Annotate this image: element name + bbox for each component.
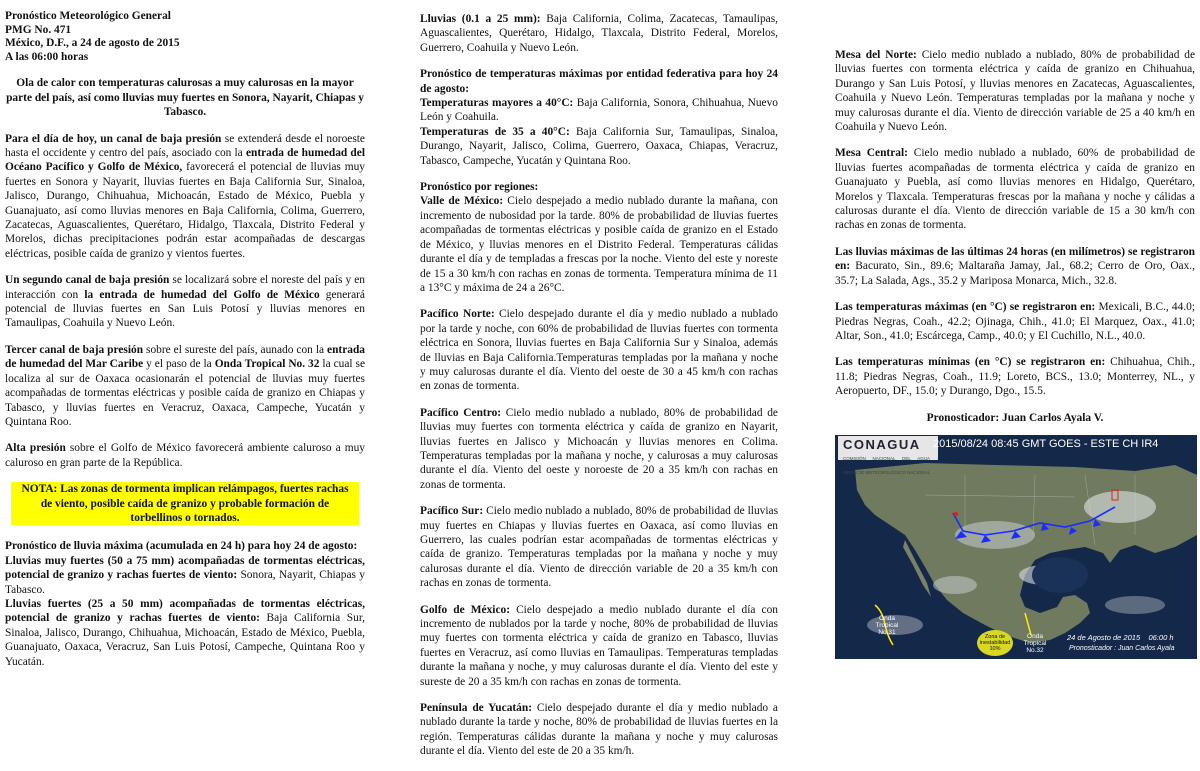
bulletin-date: México, D.F., a 24 de agosto de 2015 bbox=[5, 37, 180, 50]
logo-text: CONAGUA bbox=[843, 436, 921, 452]
logo-subtext: COMISIÓN NACIONAL DEL AGUA · SERVICIO METEOROLÓGICO NACIONAL bbox=[843, 455, 938, 476]
bulletin-time: A las 06:00 horas bbox=[5, 50, 89, 63]
instability-zone: Zona de inestabilidad 10% bbox=[977, 630, 1013, 656]
rain-strong: Lluvias fuertes (25 a 50 mm) acompañadas de tormentas eléctricas, potencial de granizo y rachas fuertes de viento: Baja California Sur, Sinaloa, Jalisco, Durango, Chihuahua, Michoacán, Estado de México, Puebla, Guanajuato, Oaxaca, Veracruz, San Luis Potosí, Campeche, Quintana Roo y Yucatán. bbox=[5, 597, 366, 668]
column-left bbox=[5, 10, 365, 681]
region-pacifico-norte: Pacífico Norte: Cielo despejado durante el día y medio nublado a nublado por la tarde y noche, con 60% de probabilidad de lluvias fuertes con tormenta eléctrica en Sonora, lluvias fuertes en Baja California Sur y Sinaloa, además de lluvias en Baja California.Temperaturas templadas por la mañana y noche y muy calurosas durante el día. Viento del oeste de 30 a 45 km/h con rachas en zonas de tormenta. bbox=[420, 308, 778, 393]
region-pacifico-sur: Pacífico Sur: Cielo medio nublado a nublado, 80% de probabilidad de lluvias muy fuertes en Chiapas y lluvias fuertes en Oaxaca, así como lluvias en Guerrero, las cuales podrían estar acompañadas de tormentas eléctricas y caída de granizo. Temperaturas templadas por la mañana y noche y muy calurosas durante el día. Viento de dirección variable de 20 a 35 km/h con rachas en zonas de tormenta. bbox=[420, 505, 779, 590]
paragraph-alta-presion: Alta presión sobre el Golfo de México favorecerá ambiente caluroso a muy caluroso en gran parte de la República. bbox=[5, 442, 365, 469]
region-yucatan-start: Península de Yucatán: Cielo despejado durante el día y medio nublado a nublado durante la tarde y noche, 80% de probabilidad de lluvias fuertes en la región. Temperaturas cálidas durante la mañana y noche y muy calurosas durante el día. Viento del este de 20 a 35 km/h. bbox=[420, 702, 778, 758]
rain-forecast-heading: Pronóstico de lluvia máxima (acumulada en 24 h) para hoy 24 de agosto: bbox=[5, 540, 358, 553]
storm-note: NOTA: Las zonas de tormenta implican relámpagos, fuertes rachas de viento, posible caída de granizo y probable formación de torbellinos o tornados. bbox=[11, 482, 359, 525]
bulletin-title: Pronóstico Meteorológico General bbox=[5, 10, 171, 22]
region-golfo: Golfo de México: Cielo despejado a medio nublado durante el día con incremento de nublados por la tarde y noche, 80% de probabilidad de lluvias muy fuertes con tormenta eléctrica y caída de granizo en Tabasco, lluvias fuertes en Veracruz, así como lluvias en Tamaulipas. Temperaturas templadas durante la mañana y noche, y muy calurosas durante el día. Viento del este y sureste de 20 a 35 km/h con rachas en zonas de tormenta. bbox=[420, 603, 778, 688]
forecaster-name: Pronosticador: Juan Carlos Ayala V. bbox=[926, 411, 1104, 424]
observed-max-temp: Las temperaturas máximas (en °C) se registraron en: Mexicali, B.C., 44.0; Piedras Negras, Coah., 42.2; Ojinaga, Chih., 41.0; El Marquez, Oax., 41.0; Altar, Son., 41.0; Escárcega, Camp., 40.0; y El Cuchillo, N.L., 40.0. bbox=[835, 301, 1195, 342]
temp-35-40: Temperaturas de 35 a 40°C: Baja California Sur, Tamaulipas, Sinaloa, Durango, Nayarit, Jalisco, Colima, Guerrero, Oaxaca, Chiapas, Veracruz, Tabasco, Campeche, Yucatán y Quintana Roo. bbox=[420, 125, 778, 167]
region-valle: Valle de México: Cielo despejado a medio nublado durante la mañana, con incremento de nubosidad por la tarde. 80% de probabilidad de lluvias fuertes acompañadas de tormentas eléctricas y posible caída de granizo en el Estado de México, y lluvias menores en el Distrito Federal. Temperaturas cálidas durante el día y de templadas a frescas por la noche. Viento del este y noreste de 15 a 30 km/h con rachas en zonas de tormenta. Temperatura mínima de 11 a 13°C y máxima de 24 a 26°C. bbox=[420, 195, 778, 294]
rain-light: Lluvias (0.1 a 25 mm): Baja California, Colima, Zacatecas, Tamaulipas, Aguascalientes, Querétaro, Hidalgo, Tlaxcala, Distrito Federal, Morelos, Guerrero, Coahuila y Nuevo León. bbox=[420, 13, 778, 54]
satellite-timestamp: 2015/08/24 08:45 GMT GOES - ESTE CH IR4 bbox=[933, 437, 1159, 450]
wave-32-label: Onda Tropical No.32 bbox=[1023, 632, 1047, 654]
max-temp-heading: Pronóstico de temperaturas máximas por entidad federativa para hoy 24 de agosto: bbox=[420, 68, 778, 95]
map-date-line: 24 de Agosto de 2015 06:00 h bbox=[1067, 632, 1174, 642]
wave-31-label: Onda Tropical No.31 bbox=[875, 614, 899, 636]
paragraph-canal-3: Tercer canal de baja presión sobre el sureste del país, aunado con la entrada de humedad del Mar Caribe y el paso de la Onda Tropical No. 32 la cual se localiza al sur de Oaxaca ocasionarán el potencial de lluvias muy fuertes acompañadas de tormentas eléctricas y posible caída de granizo en Chiapas y Tabasco, y lluvias fuertes en Veracruz, Oaxaca, Campeche, Yucatán y Quintana Roo. bbox=[5, 343, 365, 428]
region-pacifico-centro: Pacífico Centro: Cielo medio nublado a nublado, 80% de probabilidad de lluvias muy fuertes con tormenta eléctrica y caída de granizo en Nayarit, lluvias fuertes en Jalisco y Michoacán y lluvias menores en Colima. Temperaturas templadas por la mañana y noche, y calurosas a muy calurosas durante el día. Viento del oeste y noroeste de 20 a 35 km/h con rachas en zonas de tormenta. bbox=[420, 406, 778, 491]
satellite-map bbox=[835, 435, 1197, 659]
conagua-logo bbox=[838, 436, 938, 476]
paragraph-canal-2: Un segundo canal de baja presión se localizará sobre el noreste del país y en interacción con la entrada de humedad del Golfo de México generará potencial de lluvias fuertes en San Luis Potosí y lluvias menores en Tamaulipas, Coahuila y Nuevo León. bbox=[5, 274, 365, 330]
headline: Ola de calor con temperaturas calurosas a muy calurosas en la mayor parte del país, así como lluvias muy fuertes en Sonora, Nayarit, Chiapas y Tabasco. bbox=[6, 77, 364, 119]
region-mesa-central: Mesa Central: Cielo medio nublado a nublado, 60% de probabilidad de lluvias fuertes acompañadas de tormenta eléctrica y caída de granizo en Guanajuato y Puebla, así como lluvias menores en Hidalgo, Querétaro, Morelos y Tlaxcala. Temperaturas frescas por la mañana y noche y cálidas a calurosas durante el día. Viento de dirección variable de 15 a 30 km/h con rachas en zonas de tormenta. bbox=[835, 147, 1196, 232]
map-forecaster: Pronosticador : Juan Carlos Ayala bbox=[1069, 644, 1175, 652]
regions-heading: Pronóstico por regiones: bbox=[420, 181, 539, 194]
region-mesa-norte: Mesa del Norte: Cielo medio nublado a nublado, 80% de probabilidad de lluvias fuertes con tormenta eléctrica y caída de granizo en Chihuahua, Durango y San Luis Potosí, y lluvias menores en Zacatecas, Aguascalientes, Coahuila y Nuevo León. Temperaturas templadas por la mañana y noche y muy calurosas durante el día. Viento de dirección variable de 25 a 40 km/h en Coahuila y Nuevo León. bbox=[835, 49, 1195, 134]
observed-min-temp: Las temperaturas mínimas (en °C) se registraron en: Chihuahua, Chih., 11.8; Piedras Negras, Coah., 11.9; Loreto, BCS., 13.0; Monterrey, NL., y Aeropuerto, DF., 15.0; y Durango, Dgo., 15.5. bbox=[835, 356, 1195, 398]
bulletin-number: PMG No. 471 bbox=[5, 23, 72, 36]
bulletin-header bbox=[5, 10, 365, 64]
paragraph-canal-1: Para el día de hoy, un canal de baja presión se extenderá desde el noroeste hasta el occidente y centro del país, asociado con la entrada de humedad del Océano Pacífico y Golfo de México, favorecerá el potencial de lluvias muy fuertes en Sonora y Nayarit, lluvias fuertes en Baja California Sur, Sinaloa, Jalisco, Durango, Chihuahua, Michoacán, Estado de México, Puebla y Guanajuato, así como lluvias menores en Baja California, Colima, Guerrero, Zacatecas, Aguascalientes, Querétaro, Hidalgo, Tlaxcala, Distrito Federal y Morelos, dichas precipitaciones podrán estar acompañadas de descargas eléctricas, posible caída de granizo y vientos fuertes. bbox=[5, 132, 365, 260]
column-right bbox=[835, 48, 1195, 659]
column-middle bbox=[420, 12, 778, 771]
rain-very-strong: Lluvias muy fuertes (50 a 75 mm) acompañadas de tormentas eléctricas, potencial de granizo y rachas fuertes de viento: Sonora, Nayarit, Chiapas y Tabasco. bbox=[5, 554, 365, 596]
observed-rain: Las lluvias máximas de las últimas 24 horas (en milímetros) se registraron en: Bacurato, Sin., 89.6; Maltaraña Jamay, Jal., 68.2; Cerro de Oro, Oax., 35.7; La Salada, Ags., 35.2 y Mariposa Monarca, Mich., 32.8. bbox=[835, 245, 1195, 287]
temp-above-40: Temperaturas mayores a 40°C: Baja California, Sonora, Chihuahua, Nuevo León y Coahuila. bbox=[420, 97, 778, 124]
